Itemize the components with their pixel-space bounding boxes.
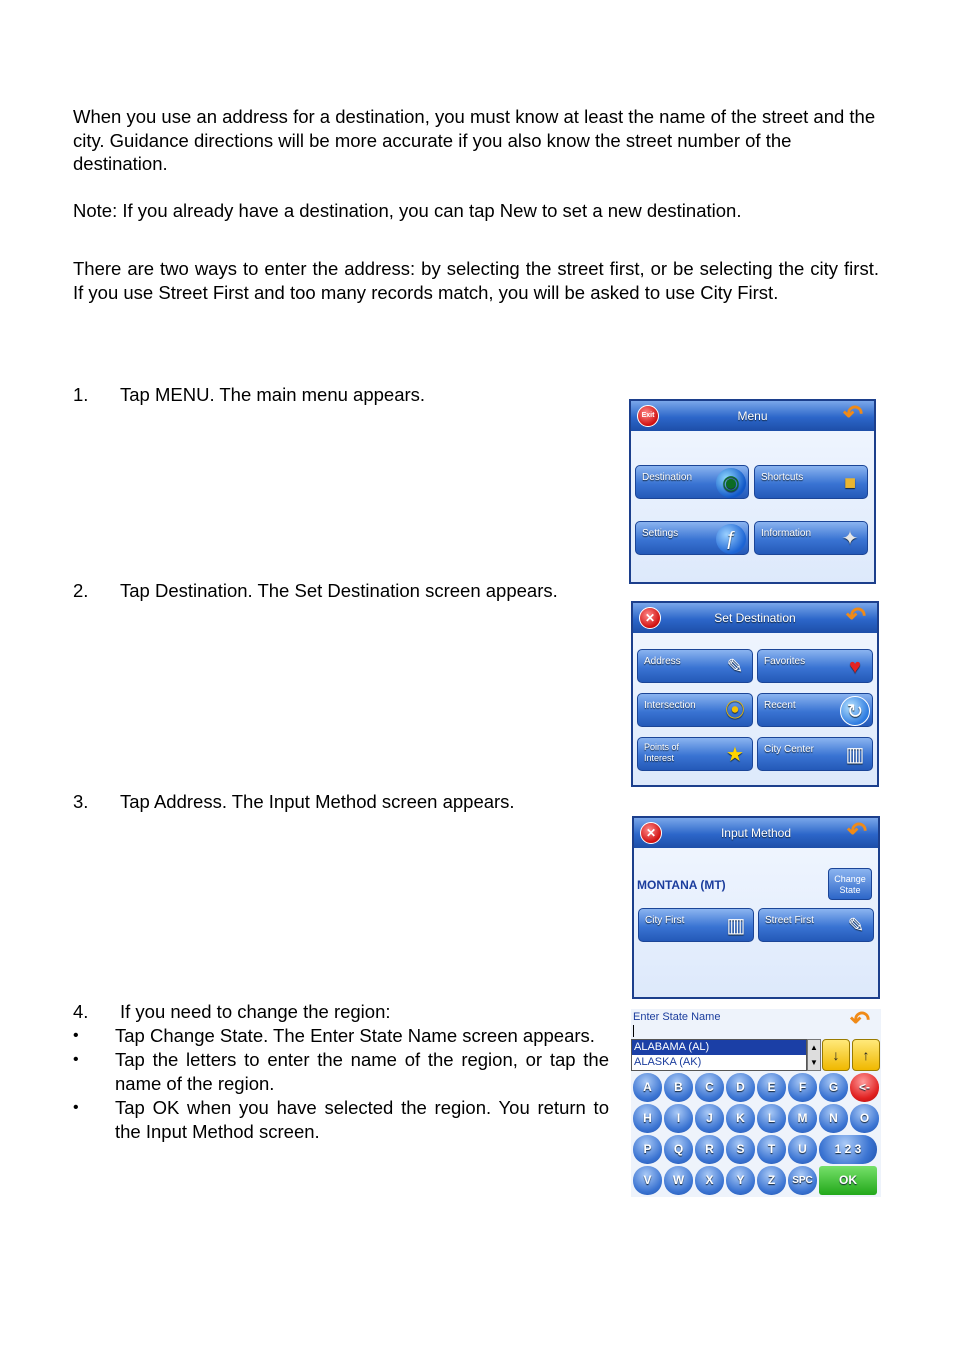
step-text: Tap MENU. The main menu appears. — [120, 384, 426, 405]
key: L — [757, 1104, 786, 1133]
back-arrow-icon: ↶ — [842, 401, 864, 428]
close-icon: ✕ — [640, 822, 662, 844]
key: J — [695, 1104, 724, 1133]
key: B — [664, 1073, 693, 1102]
street-first-tile — [758, 908, 874, 942]
intro-paragraph: When you use an address for a destination, you must know at least the name of the street and the city. Guidance directions will be more accurate if you also know the street number of the destination. — [73, 106, 876, 174]
input-method-screenshot — [632, 816, 880, 999]
state-list — [631, 1039, 807, 1071]
key: Q — [664, 1135, 693, 1164]
key: W — [664, 1166, 693, 1195]
bullet-item: • Tap Change State. The Enter State Name screen appears. — [73, 1024, 609, 1048]
numbers-key: 1 2 3 — [819, 1135, 877, 1164]
key: Z — [757, 1166, 786, 1195]
list-scrollbar: ▲ ▼ — [807, 1039, 821, 1071]
key: G — [819, 1073, 848, 1102]
tile-label: Recent — [764, 700, 796, 711]
list-item: ALABAMA (AL) — [632, 1040, 806, 1055]
destination-tile — [635, 465, 749, 499]
shortcuts-tile — [754, 465, 868, 499]
key: O — [850, 1104, 879, 1133]
set-destination-screenshot — [631, 601, 879, 787]
region-bullet-list — [73, 1024, 609, 1144]
arrow-up-icon: ↑ — [852, 1039, 880, 1071]
tile-label: Points of Interest — [644, 742, 680, 763]
set-destination-title: Set Destination — [633, 603, 877, 633]
step-1 — [73, 383, 425, 407]
address-tile — [637, 649, 753, 683]
points-of-interest-tile — [637, 737, 753, 771]
key: K — [726, 1104, 755, 1133]
key: M — [788, 1104, 817, 1133]
heart-icon: ♥ — [849, 656, 861, 678]
key: P — [633, 1135, 662, 1164]
tile-label: Address — [644, 656, 681, 667]
intro-note: Note: If you already have a destination, you can tap New to set a new destination. — [73, 200, 742, 221]
space-key: SPC — [788, 1166, 817, 1195]
step-number: 2. — [73, 580, 89, 601]
key: T — [757, 1135, 786, 1164]
back-arrow-icon: ↶ — [849, 1009, 871, 1034]
step-text: If you need to change the region: — [120, 1001, 391, 1022]
key: C — [695, 1073, 724, 1102]
step-number: 1. — [73, 384, 89, 405]
ok-key: OK — [819, 1166, 877, 1195]
key: H — [633, 1104, 662, 1133]
recent-tile — [757, 693, 873, 727]
intersection-tile — [637, 693, 753, 727]
box-icon: ■ — [843, 472, 857, 494]
city-center-tile — [757, 737, 873, 771]
city-icon: ▥ — [845, 744, 865, 766]
bullet-item: • Tap OK when you have selected the region. You return to the Input Method screen. — [73, 1096, 609, 1144]
key: R — [695, 1135, 724, 1164]
menu-screenshot — [629, 399, 876, 584]
arrow-down-icon: ↓ — [822, 1039, 850, 1071]
step-text: Tap Destination. The Set Destination screen appears. — [120, 580, 558, 601]
bullet-item: • Tap the letters to enter the name of the region, or tap the name of the region. — [73, 1048, 609, 1096]
satellite-icon: ✦ — [841, 528, 859, 550]
tile-label: Settings — [642, 528, 679, 539]
key: F — [788, 1073, 817, 1102]
tile-label: Shortcuts — [761, 472, 804, 483]
star-icon: ★ — [726, 744, 744, 766]
step-2 — [73, 579, 558, 603]
current-state-label: MONTANA (MT) — [637, 878, 726, 892]
tile-label: Street First — [765, 915, 814, 926]
step-text: Tap Address. The Input Method screen appears. — [120, 791, 515, 812]
back-arrow-icon: ↶ — [845, 603, 867, 630]
enter-state-screenshot — [631, 1009, 881, 1197]
tile-label: Favorites — [764, 656, 806, 667]
key: X — [695, 1166, 724, 1195]
address-card-icon: ✎ — [847, 915, 865, 937]
key: N — [819, 1104, 848, 1133]
text-cursor — [633, 1025, 634, 1037]
information-tile — [754, 521, 868, 555]
key: Y — [726, 1166, 755, 1195]
enter-state-title: Enter State Name — [633, 1011, 721, 1023]
tile-label: Information — [761, 528, 812, 539]
step-4 — [73, 1000, 391, 1024]
step-3 — [73, 790, 515, 814]
city-icon: ▥ — [726, 915, 746, 937]
traffic-light-icon: ⦿ — [725, 700, 745, 722]
key: D — [726, 1073, 755, 1102]
back-arrow-icon: ↶ — [846, 818, 868, 845]
tile-label: Intersection — [644, 700, 696, 711]
step-number: 4. — [73, 1001, 89, 1022]
key: U — [788, 1135, 817, 1164]
tile-label: City First — [645, 915, 685, 926]
recent-icon: ↻ — [840, 696, 870, 726]
address-methods-paragraph: There are two ways to enter the address: by selecting the street first, or be selecting the city first. If you use Street First and too many records match, you will be asked to use City First. — [73, 258, 879, 303]
key: S — [726, 1135, 755, 1164]
input-method-title: Input Method — [634, 818, 878, 848]
city-first-tile — [638, 908, 754, 942]
key: A — [633, 1073, 662, 1102]
list-item: ALASKA (AK) — [634, 1056, 702, 1068]
change-state-button: Change State — [828, 868, 872, 900]
globe-icon: ◉ — [716, 468, 746, 498]
close-icon: ✕ — [639, 607, 661, 629]
settings-icon: ƒ — [716, 524, 746, 554]
key: I — [664, 1104, 693, 1133]
menu-title: Menu — [631, 401, 874, 431]
key: E — [757, 1073, 786, 1102]
exit-icon: Exit — [637, 405, 659, 427]
key: V — [633, 1166, 662, 1195]
settings-tile — [635, 521, 749, 555]
tile-label: City Center — [764, 744, 815, 755]
address-card-icon: ✎ — [726, 656, 744, 678]
favorites-tile — [757, 649, 873, 683]
step-number: 3. — [73, 791, 89, 812]
tile-label: Destination — [642, 472, 693, 483]
backspace-key: <- — [850, 1073, 879, 1102]
